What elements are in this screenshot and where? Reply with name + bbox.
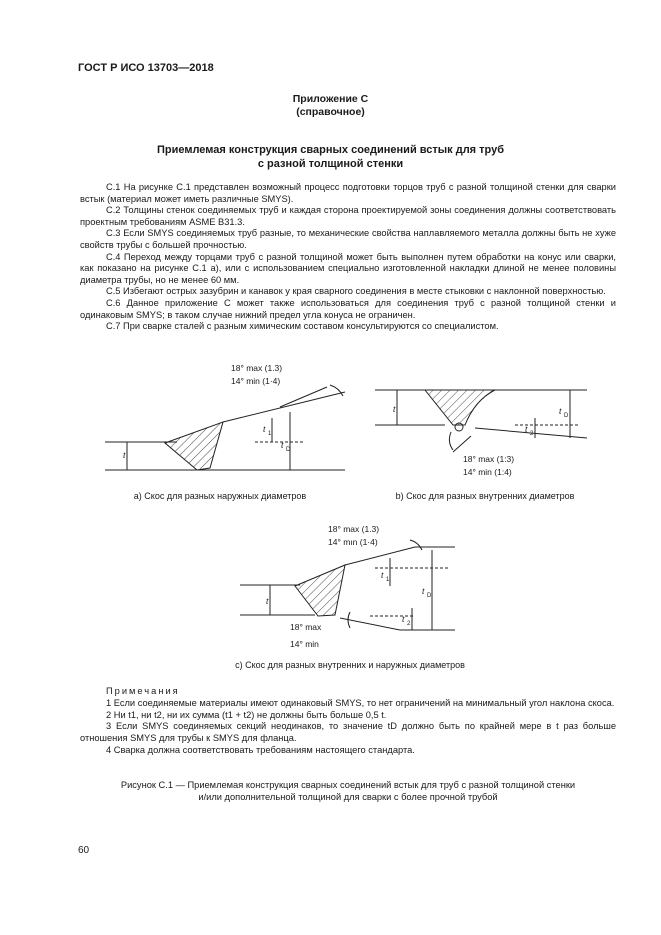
- figure-c-caption: с) Скос для разных внутренних и наружных диаметров: [235, 660, 465, 670]
- appendix-title: Приложение С: [292, 93, 369, 105]
- fig-c-tD-label: t: [422, 586, 425, 596]
- notes: [80, 686, 616, 757]
- section-title-line1: Приемлемая конструкция сварных соединений встык для труб: [156, 144, 505, 156]
- fig-c-angle-max: 18° max (1.3): [328, 524, 380, 534]
- paragraph-c6: С.6 Данное приложение С может также использоваться для соединения труб с разной толщиной стенки и одинаковым SMYS; в таком случае нижний предел угла конуса не ограничен.: [80, 297, 616, 320]
- fig-a-t1-label: t: [263, 424, 266, 434]
- fig-c-angle-min: 14° mın (1·4): [328, 537, 378, 547]
- fig-b-tD-label: t: [559, 406, 562, 416]
- figure-a: [105, 360, 355, 485]
- paragraph-c7: С.7 При сварке сталей с разным химическим составом консультируются со специалистом.: [106, 321, 499, 332]
- paragraph-c1: С.1 На рисунке С.1 представлен возможный процесс подготовки торцов труб с разной толщиной стенки для сварки встык (материал может иметь различные SMYS).: [80, 182, 616, 204]
- paragraph-c5: С.5 Избегают острых зазубрин и канавок у края сварного соединения в месте стыковки с наклонной поверхностью.: [106, 286, 606, 297]
- figure-c: [240, 520, 460, 650]
- body-text: [80, 182, 616, 333]
- fig-b-t-label: t: [393, 404, 396, 414]
- figure-a-caption: а) Скос для разных наружных диаметров: [133, 491, 307, 501]
- fig-c-tD-sub: D: [427, 593, 432, 599]
- fig-c-angle-max2: 18° max: [290, 622, 322, 632]
- figure-c-drawing: [240, 520, 460, 650]
- appendix-subtitle: (справочное): [296, 106, 365, 118]
- figure-title-line1: Рисунок С.1 — Приемлемая конструкция сварных соединений встык для труб с разной толщиной стенки: [120, 780, 576, 790]
- note-3: 3 Если SMYS соединяемых секций неодинаков, то значение tD должно быть по крайней мере в t раз больше отношения SMYS для трубы к SMYS для фланца.: [80, 721, 616, 744]
- fig-c-t1-label: t: [381, 570, 384, 580]
- fig-a-angle-max: 18° max (1.3): [231, 363, 283, 373]
- document-header: ГОСТ Р ИСО 13703—2018: [78, 62, 214, 74]
- fig-a-tD-label: t: [281, 440, 284, 450]
- fig-a-tD-sub: D: [286, 447, 291, 453]
- fig-b-angle-max: 18° max (1:3): [463, 454, 515, 464]
- appendix-heading: [0, 93, 661, 119]
- section-title: [0, 143, 661, 171]
- figure-b-drawing: [375, 380, 590, 480]
- fig-a-t1-sub: 1: [268, 431, 272, 437]
- fig-c-t2-label: t: [402, 614, 405, 624]
- note-2: 2 Ни t1, ни t2, ни их сумма (t1 + t2) не должны быть больше 0,5 t.: [106, 709, 387, 720]
- paragraph-c2: С.2 Толщины стенок соединяемых труб и каждая сторона проектируемой зоны соединения должны соответствовать проектным требованиям ASME В31.3.: [80, 205, 616, 227]
- fig-c-t-label: t: [266, 596, 269, 606]
- paragraph-c3: С.3 Если SMYS соединяемых труб разные, то механические свойства наплавляемого металла должны быть не хуже свойств трубы с большей прочностью.: [80, 228, 616, 250]
- fig-c-t1-sub: 1: [386, 577, 390, 583]
- notes-heading: Примечания: [106, 686, 180, 696]
- paragraph-c4: С.4 Переход между торцами труб с разной толщиной может быть выполнен путем обработки на конус или сварки, как показано на рисунке С.1 а), или с использованием специально изготовленной накладки длиной не менее половины диаметра трубы, но не менее 60 мм.: [80, 251, 616, 285]
- fig-b-t2-label: t: [525, 424, 528, 434]
- note-4: 4 Сварка должна соответствовать требованиям настоящего стандарта.: [106, 744, 415, 755]
- figure-b-caption: b) Скос для разных внутренних диаметров: [395, 491, 575, 501]
- section-title-line2: с разной толщиной стенки: [257, 158, 404, 170]
- figure-b: [375, 380, 590, 480]
- note-1: 1 Если соединяемые материалы имеют одинаковый SMYS, то нет ограничений на минимальный угол наклона скоса.: [106, 697, 615, 708]
- fig-c-angle-min2: 14° min: [290, 639, 319, 649]
- fig-b-tD-sub: D: [564, 413, 569, 419]
- page-number: 60: [78, 845, 90, 856]
- fig-c-t2-sub: 2: [407, 621, 411, 627]
- figure-title-line2: и/или дополнительной толщиной для сварки с более прочной трубой: [198, 792, 498, 802]
- fig-b-angle-min: 14° min (1:4): [463, 467, 512, 477]
- figure-title: [80, 779, 616, 803]
- fig-b-t2-sub: 2: [530, 431, 534, 437]
- fig-a-t-label: t: [123, 450, 126, 460]
- fig-a-angle-min: 14° min (1·4): [231, 376, 281, 386]
- figure-a-drawing: [105, 360, 355, 485]
